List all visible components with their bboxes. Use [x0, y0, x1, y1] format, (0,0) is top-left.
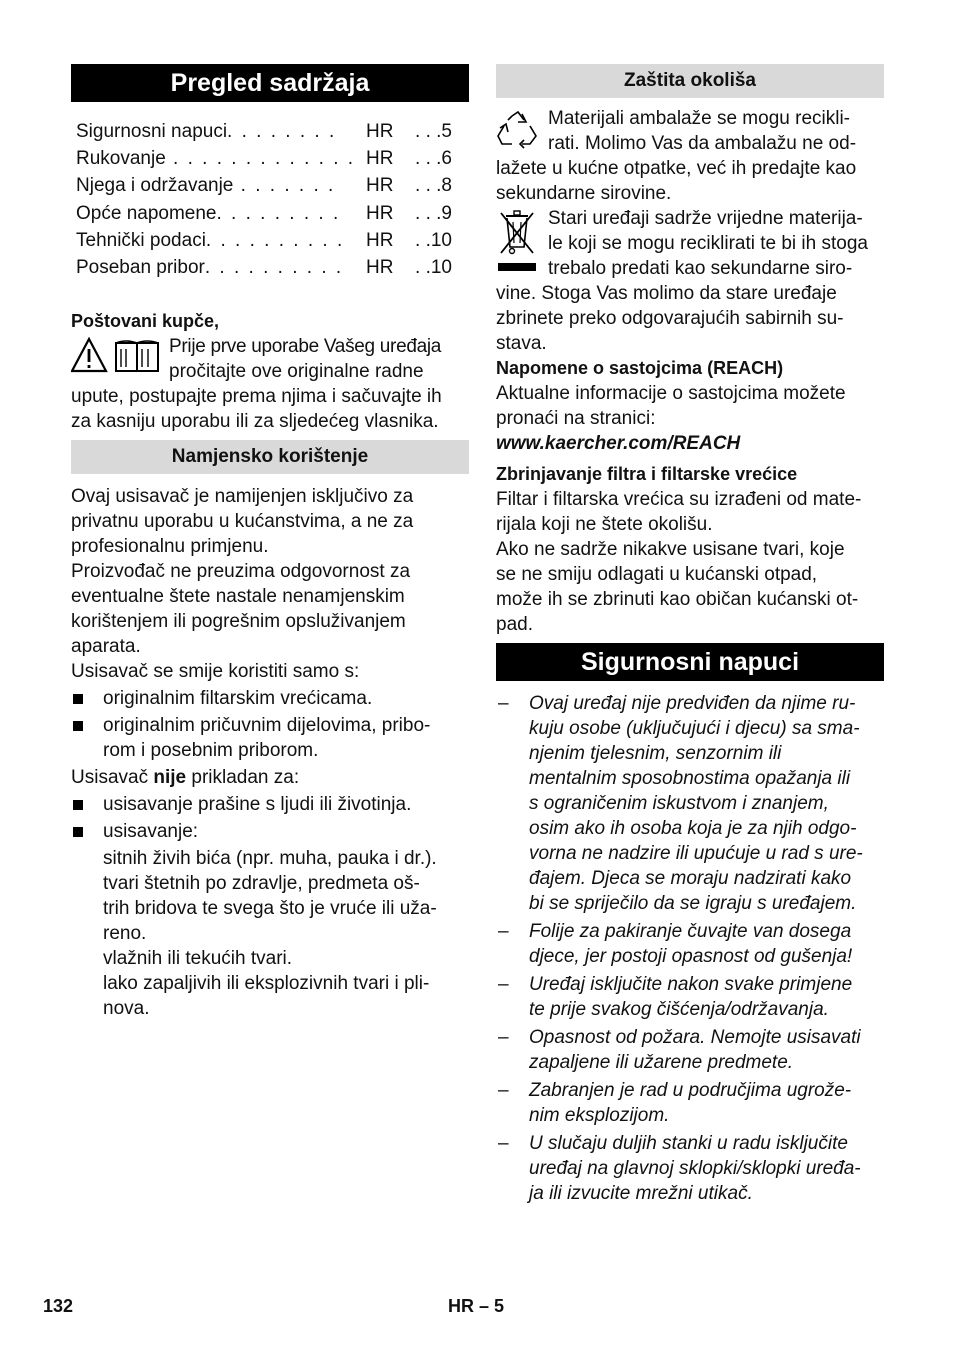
reach-link[interactable]: www.kaercher.com/REACH — [496, 433, 741, 454]
toc-dots: . . . . . . . . . . — [204, 256, 344, 278]
safety-line: ja ili izvucite mrežni utikač. — [529, 1183, 753, 1204]
toc-entry-page: . . .8 — [415, 175, 452, 197]
toc-entry-lang: HR — [366, 148, 394, 170]
toc-entry-name: Sigurnosni napuci — [76, 121, 228, 142]
text-line: Ovaj usisavač je namijenjen isključivo za — [71, 486, 414, 508]
safety-item — [496, 1131, 884, 1206]
toc-entry-name: Njega i održavanje — [76, 175, 234, 197]
toc-entry-page: . . .5 — [415, 121, 452, 142]
safety-line: njenim tjelesnim, senzornim ili — [529, 743, 782, 764]
greeting: Poštovani kupče, — [71, 311, 220, 332]
intended-use-heading: Namjensko korištenje — [71, 440, 469, 474]
intro-line: za kasniju uporabu ili za sljedećeg vlasnika. — [71, 411, 439, 433]
toc-dots: . . . . . . . . . . — [205, 229, 345, 251]
text-line: zbrinete preko odgovarajućih sabirnih su- — [496, 308, 844, 329]
toc-dots: . . . . . . . . — [227, 121, 337, 142]
text-line: Usisavač se smije koristiti samo s: — [71, 661, 360, 683]
intended-use-text — [71, 484, 469, 684]
right-column — [496, 64, 884, 1206]
safety-line: đajem. Djeca se moraju nadzirati kako — [529, 868, 852, 889]
dash-marker: – — [498, 693, 509, 714]
safety-list — [496, 691, 884, 1206]
safety-line: Uređaj isključite nakon svake primjene — [529, 974, 853, 995]
safety-line: kuju osobe (uključujući i djecu) sa sma- — [529, 718, 860, 739]
bullet-text: originalnim filtarskim vrećicama. — [103, 688, 373, 710]
safety-line: zapaljene ili užarene predmete. — [529, 1052, 794, 1073]
safety-item — [496, 691, 884, 916]
text-line: vine. Stoga Vas molimo da stare uređaje — [496, 283, 837, 304]
text-line: profesionalnu primjenu. — [71, 536, 269, 558]
dash-marker: – — [498, 1027, 509, 1048]
toc-entry-page: . . .9 — [415, 202, 452, 224]
dash-marker: – — [498, 921, 509, 942]
toc-dots: . . . . . . . . . — [216, 202, 341, 224]
bold-word: nije — [153, 767, 187, 789]
sub-line: tvari štetnih po zdravlje, predmeta oš- — [103, 873, 420, 895]
dash-marker: – — [498, 1133, 509, 1154]
safety-line: bi se spriječilo da se igraju s uređajem. — [529, 893, 857, 914]
toc-row[interactable] — [76, 227, 452, 254]
toc-entry-lang: HR — [366, 229, 394, 251]
safety-line: Zabranjen je rad u područjima ugrože- — [529, 1080, 852, 1101]
recycle-block — [496, 106, 884, 206]
bullet-text: originalnim pričuvnim dijelovima, pribo- — [103, 715, 431, 737]
bullet-text: usisavanje prašine s ljudi ili životinja. — [103, 794, 412, 816]
text-line: privatnu uporabu u kućanstvima, a ne za — [71, 511, 414, 533]
environment-heading: Zaštita okoliša — [496, 64, 884, 98]
bullet-square-icon — [73, 827, 83, 837]
text-line: trebalo predati kao sekundarne siro- — [548, 258, 853, 279]
safety-item — [496, 972, 884, 1022]
text-span: Usisavač — [71, 767, 154, 789]
toc-entry-name: Tehnički podaci — [76, 229, 206, 251]
page-number: 132 — [43, 1296, 74, 1316]
sub-line: lako zapaljivih ili eksplozivnih tvari i pli- — [103, 973, 430, 995]
text-line: može ih se zbrinuti kao običan kućanski ot- — [496, 589, 859, 610]
toc-row[interactable] — [76, 254, 452, 281]
toc-entry-lang: HR — [366, 256, 394, 278]
bullet-square-icon — [73, 694, 83, 704]
text-line: se ne smiju odlagati u kućanski otpad, — [496, 564, 818, 585]
sub-list — [71, 846, 469, 1021]
crossed-bin-icon — [496, 209, 540, 278]
bullet-text: usisavanje: — [103, 821, 199, 843]
intro-line: upute, postupajte prema njima i sačuvajte ih — [71, 386, 442, 408]
sub-line: trih bridova te svega što je vruće ili uža- — [103, 898, 437, 920]
safety-line: Folije za pakiranje čuvajte van dosega — [529, 921, 852, 942]
sub-line: vlažnih ili tekućih tvari. — [103, 948, 293, 970]
toc-entry-name: Poseban pribor — [76, 256, 205, 278]
bullet-text: rom i posebnim priborom. — [103, 740, 319, 762]
text-line: aparata. — [71, 636, 141, 658]
safety-item — [496, 919, 884, 969]
table-of-contents — [76, 118, 452, 281]
toc-row[interactable] — [76, 200, 452, 227]
toc-entry-lang: HR — [366, 121, 394, 142]
toc-row[interactable] — [76, 172, 452, 199]
bullet-square-icon — [73, 721, 83, 731]
intro-block — [71, 334, 469, 434]
text-line: lažete u kućne otpatke, već ih predajte kao — [496, 158, 857, 179]
text-line: Filtar i filtarska vrećica su izrađeni od mate- — [496, 489, 862, 510]
safety-line: U slučaju duljih stanki u radu isključite — [529, 1133, 848, 1154]
safety-line: mentalnim sposobnostima opažanja ili — [529, 768, 851, 789]
safety-item — [496, 1025, 884, 1075]
toc-entry-page: . .10 — [415, 229, 452, 251]
safety-line: vorna ne nadzire ili upućuje u rad s ure- — [529, 843, 863, 864]
toc-entry-page: . . .6 — [415, 148, 452, 170]
toc-heading: Pregled sadržaja — [71, 64, 469, 102]
safety-line: Opasnost od požara. Nemojte usisavati — [529, 1027, 861, 1048]
safety-line: uređaj na glavnoj sklopki/sklopki uređa- — [529, 1158, 861, 1179]
toc-dots: . . . . . . . . . . . . . — [165, 148, 356, 170]
text-line: le koji se mogu reciklirati te bi ih stoga — [548, 233, 868, 254]
safety-line: te prije svakog čišćenja/održavanja. — [529, 999, 829, 1020]
toc-entry-page: . .10 — [415, 256, 452, 278]
text-line: eventualne štete nastale nenamjenskim — [71, 586, 405, 608]
toc-entry-name: Opće napomene — [76, 202, 217, 224]
text-line: rati. Molimo Vas da ambalažu ne od- — [548, 133, 857, 154]
bullet-item — [71, 792, 469, 817]
safety-line: nim eksplozijom. — [529, 1105, 670, 1126]
text-line: pad. — [496, 614, 533, 635]
safety-line: djece, jer postoji opasnost od gušenja! — [529, 946, 853, 967]
text-line: Stari uređaji sadrže vrijedne materija- — [548, 208, 863, 229]
safety-item — [496, 1078, 884, 1128]
warning-manual-icons — [71, 337, 161, 378]
safety-heading: Sigurnosni napuci — [496, 643, 884, 681]
safety-line: Ovaj uređaj nije predviđen da njime ru- — [529, 693, 856, 714]
intro-line: Prije prve uporabe Vašeg uređaja — [169, 336, 442, 358]
left-column — [71, 64, 469, 1021]
sub-line: sitnih živih bića (npr. muha, pauka i dr.). — [103, 848, 437, 870]
toc-entry-lang: HR — [366, 202, 394, 224]
bullet-square-icon — [73, 800, 83, 810]
toc-row[interactable] — [76, 145, 452, 172]
sub-line: nova. — [103, 998, 150, 1020]
recycle-icon — [496, 110, 540, 155]
toc-row[interactable] — [76, 118, 452, 145]
text-line: sekundarne sirovine. — [496, 183, 672, 204]
intro-line: pročitajte ove originalne radne — [169, 361, 424, 383]
text-line: stava. — [496, 333, 547, 354]
warning-triangle-book-icon — [71, 337, 161, 373]
toc-entry-name: Rukovanje — [76, 148, 166, 170]
reach-heading: Napomene o sastojcima (REACH) — [496, 358, 784, 378]
dash-marker: – — [498, 974, 509, 995]
bullet-item — [71, 686, 469, 711]
bullet-item — [71, 819, 469, 844]
safety-line: osim ako ih osoba koja je za njih odgo- — [529, 818, 857, 839]
text-line: rijala koji ne štete okolišu. — [496, 514, 713, 535]
weee-block — [496, 206, 884, 356]
text-line: Materijali ambalaže se mogu recikli- — [548, 108, 850, 129]
section-indicator: HR – 5 — [448, 1296, 505, 1316]
toc-entry-lang: HR — [366, 175, 394, 197]
toc-dots: . . . . . . . — [233, 175, 336, 197]
text-line: korištenjem ili pogrešnim opsluživanjem — [71, 611, 406, 633]
filter-disposal-heading: Zbrinjavanje filtra i filtarske vrećice — [496, 464, 798, 484]
dash-marker: – — [498, 1080, 509, 1101]
not-suitable-line — [71, 765, 469, 790]
sub-line: reno. — [103, 923, 147, 945]
bullet-item — [71, 713, 469, 763]
safety-line: s ograničenim iskustvom i znanjem, — [529, 793, 829, 814]
text-line: pronaći na stranici: — [496, 408, 656, 429]
text-line: Ako ne sadrže nikakve usisane tvari, koje — [496, 539, 845, 560]
text-span: prikladan za: — [186, 767, 300, 789]
text-line: Aktualne informacije o sastojcima možete — [496, 383, 846, 404]
text-line: Proizvođač ne preuzima odgovornost za — [71, 561, 411, 583]
